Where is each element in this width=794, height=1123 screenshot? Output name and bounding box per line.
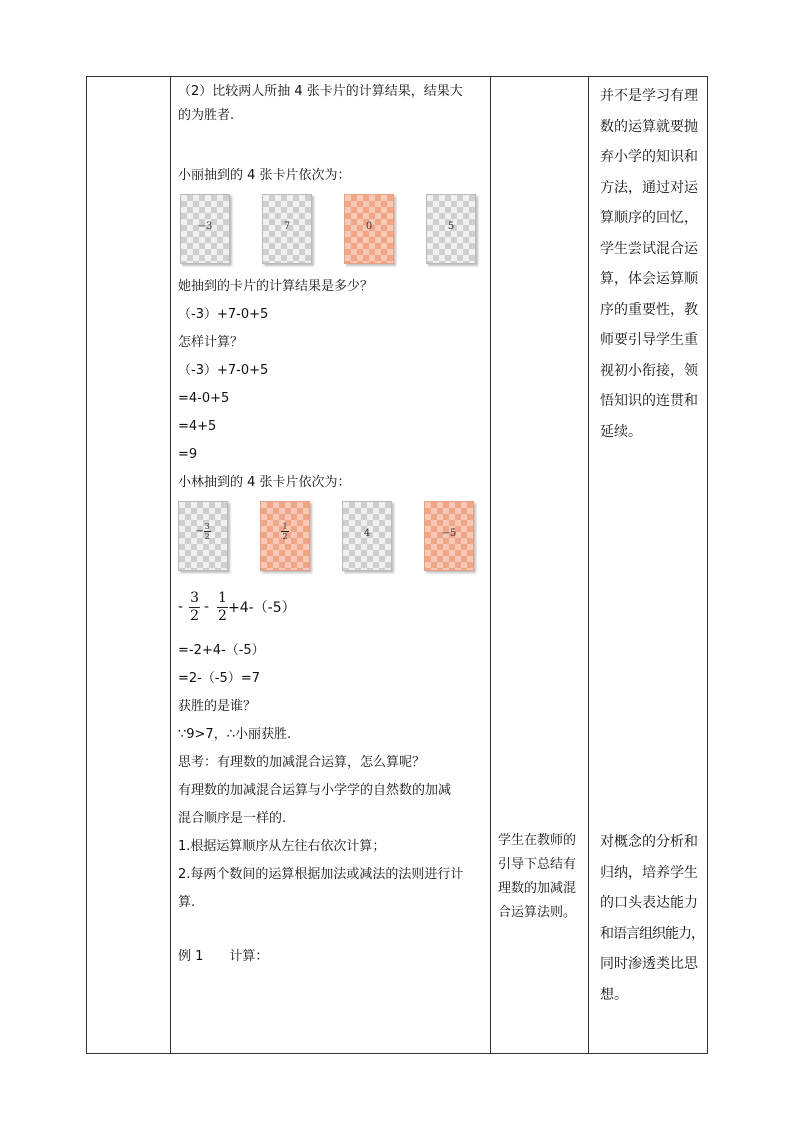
card-3 <box>344 194 394 264</box>
answer-line: ∵9>7，∴小丽获胜. <box>178 727 292 742</box>
card-2 <box>260 501 310 571</box>
numerator: 3 <box>190 589 199 606</box>
side-line: 算顺序的回忆， <box>600 210 698 226</box>
explain-line-2: 混合顺序是一样的. <box>178 811 287 826</box>
explain-line-1: 有理数的加减混合运算与小学学的自然数的加减 <box>178 783 452 798</box>
card-sign: − <box>195 526 204 537</box>
side-line: 悟知识的连贯和 <box>600 393 698 409</box>
denominator: 2 <box>218 607 227 624</box>
denominator: 2 <box>190 607 199 624</box>
formula-part: - <box>203 599 210 615</box>
side-line: 师要引导学生重 <box>600 332 698 348</box>
card-fraction <box>281 522 288 541</box>
side-line: 同时渗透类比思 <box>600 956 698 972</box>
question-1: 她抽到的卡片的计算结果是多少？ <box>178 279 374 294</box>
column-divider <box>490 77 491 1053</box>
numerator: 3 <box>204 522 210 531</box>
step-line: =4-0+5 <box>178 391 230 406</box>
side-bottom <box>600 827 705 1010</box>
fraction-three-halves <box>189 590 200 625</box>
rule-2-line-2: 算. <box>178 895 196 910</box>
card-value: 0 <box>365 221 373 232</box>
card-value: −3 <box>197 221 213 232</box>
example-heading: 例 1 计算： <box>178 949 269 964</box>
denominator: 2 <box>204 532 210 541</box>
side-line: 并不是学习有理 <box>600 88 698 104</box>
xiaoli-heading: 小丽抽到的 4 张卡片依次为： <box>178 168 351 183</box>
rule-1: 1.根据运算顺序从左往右依次计算； <box>178 839 386 854</box>
step-line: =-2+4-（-5） <box>178 643 265 658</box>
card-4 <box>426 194 476 264</box>
formula-line <box>178 579 483 635</box>
side-line: 弃小学的知识和 <box>600 149 698 165</box>
card-2 <box>262 194 312 264</box>
formula-part: +4-（-5） <box>227 600 296 616</box>
card-fraction <box>204 522 211 541</box>
side-line: 学生尝试混合运 <box>600 240 698 257</box>
step-line: （-3）+7-0+5 <box>178 363 269 378</box>
intro-line-2: 的为胜者. <box>178 108 235 123</box>
side-line: 想。 <box>600 986 628 1003</box>
xiaoli-cards <box>178 194 483 272</box>
side-line: 归纳，培养学生 <box>600 864 698 881</box>
side-line: 方法，通过对运 <box>600 179 698 196</box>
side-line: 数的运算就要抛 <box>600 118 698 135</box>
card-value: 4 <box>363 528 371 539</box>
side-line: 序的重要性，教 <box>600 301 698 318</box>
question-3: 获胜的是谁？ <box>178 699 257 714</box>
side-line: 和语言组织能力， <box>600 925 704 942</box>
mid-line: 理数的加减混 <box>498 881 577 896</box>
card-value: 5 <box>447 221 455 232</box>
step-line: =2-（-5）=7 <box>178 671 260 686</box>
intro-line-1: （2）比较两人所抽 4 张卡片的计算结果，结果大 <box>178 84 463 99</box>
denominator: 2 <box>282 532 288 541</box>
side-line: 延续。 <box>600 423 642 440</box>
step-line: =4+5 <box>178 419 217 434</box>
student-activity-column <box>492 829 592 1053</box>
xiaolin-cards <box>178 501 483 579</box>
fraction-one-half <box>217 590 228 625</box>
lesson-table <box>86 76 708 1054</box>
card-1 <box>178 501 228 571</box>
side-line: 对概念的分析和 <box>600 834 698 850</box>
card-1 <box>180 194 230 264</box>
question-2: 怎样计算？ <box>178 335 244 350</box>
xiaolin-heading: 小林抽到的 4 张卡片依次为： <box>178 475 351 490</box>
think-line: 思考：有理数的加减混合运算，怎么算呢？ <box>178 755 426 770</box>
side-line: 算，体会运算顺 <box>600 271 698 287</box>
card-4 <box>424 501 474 571</box>
mid-line: 合运算法则。 <box>498 905 577 920</box>
teaching-content-column <box>171 77 489 1053</box>
side-line: 的口头表达能力 <box>600 895 698 911</box>
card-3 <box>342 501 392 571</box>
mid-line: 引导下总结有 <box>498 857 577 872</box>
side-line: 视初小衔接，领 <box>600 362 698 379</box>
card-value: −5 <box>441 528 457 539</box>
numerator: 1 <box>218 589 227 606</box>
rule-2-line-1: 2.每两个数间的运算根据加法或减法的法则进行计 <box>178 867 464 882</box>
card-value: 7 <box>283 221 291 232</box>
step-line: =9 <box>178 447 198 462</box>
expression-1: （-3）+7-0+5 <box>178 307 269 322</box>
numerator: 1 <box>282 522 288 531</box>
formula-part: - <box>178 599 184 615</box>
mid-line: 学生在教师的 <box>498 833 577 848</box>
design-intent-column <box>594 77 707 1053</box>
